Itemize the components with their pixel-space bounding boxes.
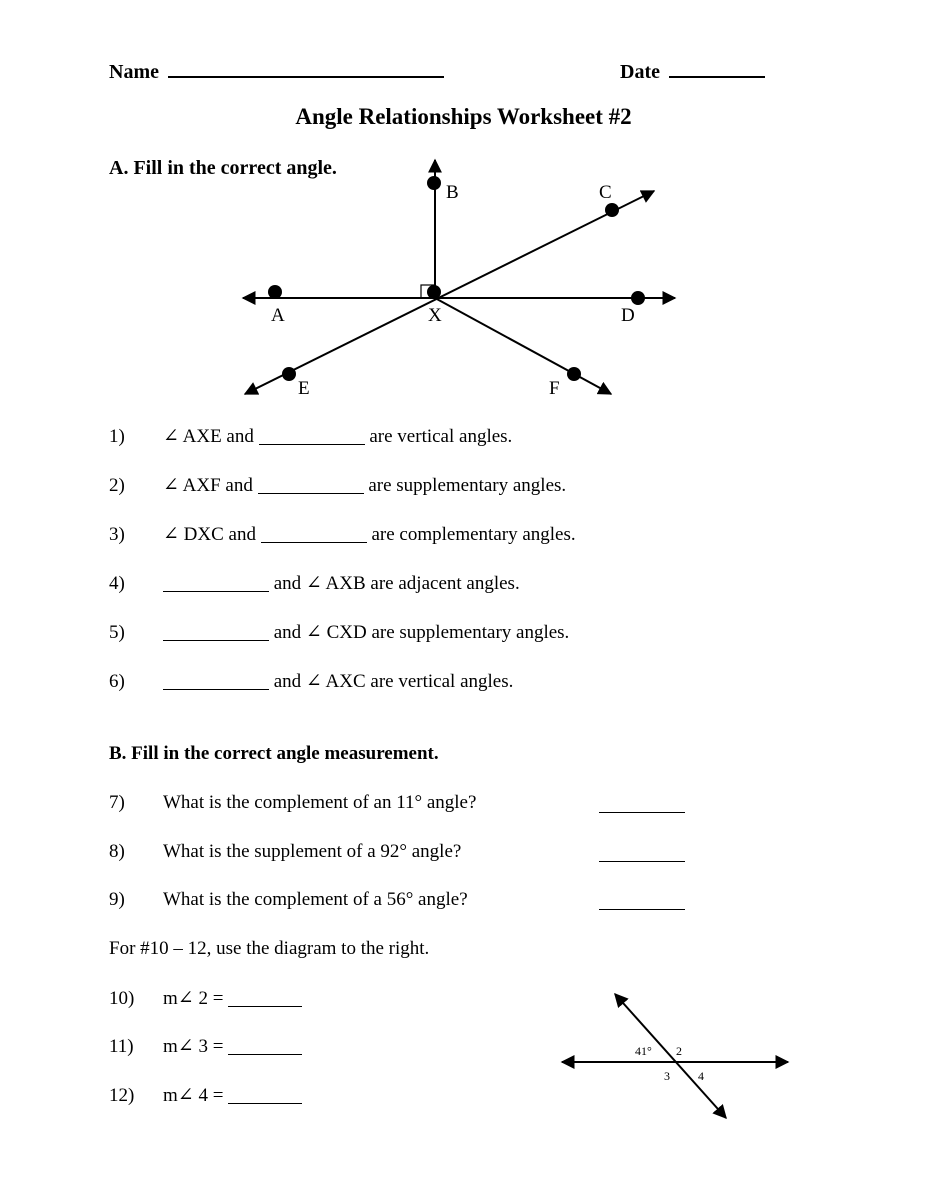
answer-blank[interactable] — [599, 794, 685, 813]
date-label: Date — [620, 61, 660, 83]
question-text: What is the supplement of a 92° angle? — [163, 841, 462, 862]
answer-blank[interactable] — [599, 843, 685, 862]
question-suffix: and ∠ AXC are vertical angles. — [273, 671, 514, 692]
question-number: 11) — [109, 1036, 134, 1057]
question-number: 9) — [109, 889, 125, 910]
question-suffix: and ∠ CXD are supplementary angles. — [273, 622, 570, 643]
angle-3-label: 3 — [664, 1069, 670, 1083]
answer-blank[interactable] — [228, 1036, 302, 1055]
question-number: 6) — [109, 671, 125, 692]
question-number: 5) — [109, 622, 125, 643]
question-text: m∠ 3 = — [163, 1036, 224, 1057]
question-suffix: are complementary angles. — [371, 524, 576, 545]
point-c — [605, 203, 619, 217]
answer-blank[interactable] — [261, 524, 367, 543]
label-c: C — [599, 182, 612, 203]
label-x: X — [428, 305, 442, 326]
question-text: What is the complement of a 56° angle? — [163, 889, 468, 910]
ray-xf — [435, 298, 611, 394]
answer-blank[interactable] — [228, 1085, 302, 1104]
section-a-heading: A. Fill in the correct angle. — [109, 157, 337, 179]
answer-blank[interactable] — [258, 475, 364, 494]
question-text: m∠ 2 = — [163, 988, 224, 1009]
label-b: B — [446, 182, 459, 203]
given-angle-label: 41° — [635, 1044, 652, 1058]
question-8 — [109, 839, 709, 865]
section-b-heading: B. Fill in the correct angle measurement. — [109, 743, 439, 764]
section-b-diagram — [540, 980, 810, 1130]
label-d: D — [621, 305, 635, 326]
question-number: 3) — [109, 524, 125, 545]
question-text: What is the complement of an 11° angle? — [163, 792, 477, 813]
section-a-diagram — [0, 0, 927, 420]
label-e: E — [298, 378, 310, 399]
question-9 — [109, 887, 709, 913]
point-b — [427, 176, 441, 190]
question-number: 4) — [109, 573, 125, 594]
question-number: 10) — [109, 988, 135, 1009]
angle-2-label: 2 — [676, 1044, 682, 1058]
label-f: F — [549, 378, 560, 399]
question-prefix: ∠ DXC and — [163, 524, 256, 545]
question-number: 7) — [109, 792, 125, 813]
point-d — [631, 291, 645, 305]
page-title: Angle Relationships Worksheet #2 — [295, 104, 632, 129]
diagram-instruction: For #10 – 12, use the diagram to the right. — [109, 938, 430, 959]
question-number: 2) — [109, 475, 125, 496]
angle-4-label: 4 — [698, 1069, 704, 1083]
point-f — [567, 367, 581, 381]
answer-blank[interactable] — [163, 573, 269, 592]
point-a — [268, 285, 282, 299]
question-number: 8) — [109, 841, 125, 862]
transversal-line — [615, 994, 726, 1118]
answer-blank[interactable] — [259, 426, 365, 445]
answer-blank[interactable] — [163, 671, 269, 690]
question-7 — [109, 790, 709, 816]
question-suffix: and ∠ AXB are adjacent angles. — [273, 573, 520, 594]
point-e — [282, 367, 296, 381]
answer-blank[interactable] — [228, 988, 302, 1007]
name-label: Name — [109, 61, 159, 83]
question-suffix: are supplementary angles. — [368, 475, 567, 496]
point-x — [427, 285, 441, 299]
question-prefix: ∠ AXE and — [163, 426, 254, 447]
question-number: 1) — [109, 426, 125, 447]
answer-blank[interactable] — [163, 622, 269, 641]
question-suffix: are vertical angles. — [369, 426, 513, 447]
question-number: 12) — [109, 1085, 135, 1106]
label-a: A — [271, 305, 285, 326]
question-prefix: ∠ AXF and — [163, 475, 253, 496]
answer-blank[interactable] — [599, 891, 685, 910]
line-ec — [245, 191, 654, 394]
question-text: m∠ 4 = — [163, 1085, 224, 1106]
